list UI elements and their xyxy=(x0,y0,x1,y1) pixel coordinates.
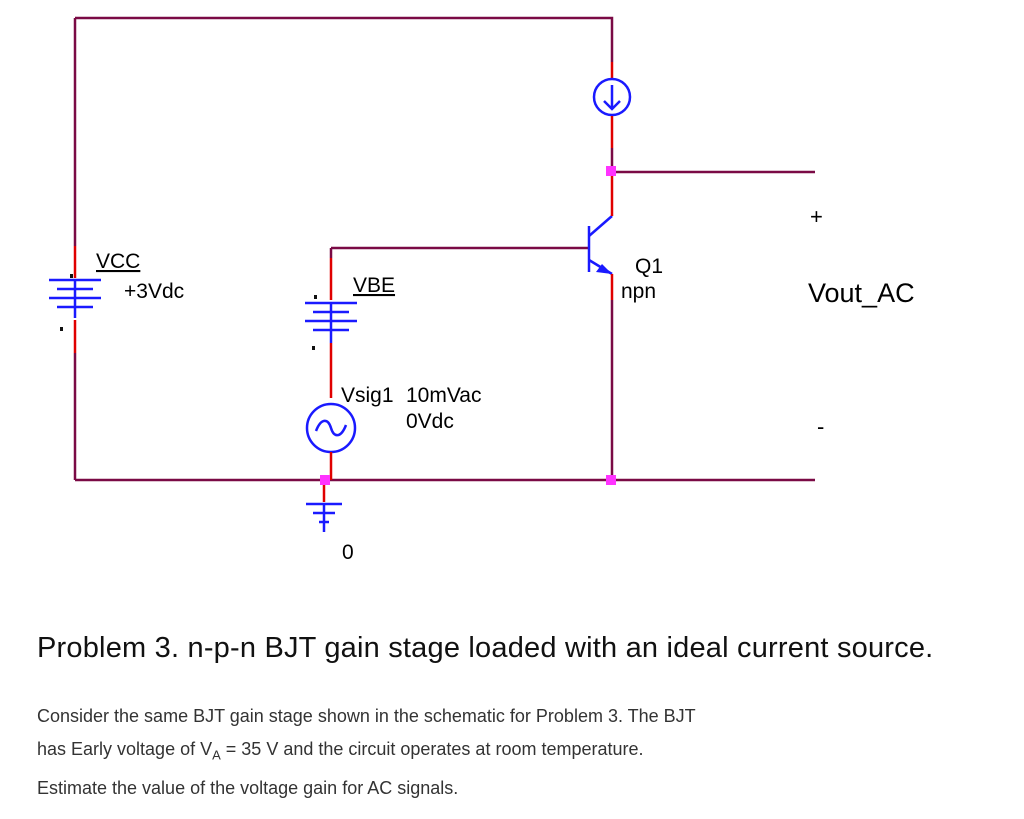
vcc-battery-symbol xyxy=(49,246,101,353)
q1-type-label: npn xyxy=(621,280,657,303)
ground-symbol xyxy=(306,480,342,532)
early-voltage-subscript: A xyxy=(212,747,221,763)
output-plus-label: + xyxy=(810,204,823,229)
vbe-name-label: VBE xyxy=(353,274,396,297)
problem-line-2 xyxy=(37,733,857,772)
current-source-symbol xyxy=(594,62,630,168)
problem-line-2-end: = 35 V and the circuit operates at room temperature. xyxy=(220,739,644,759)
problem-line-3: Estimate the value of the voltage gain for AC signals. xyxy=(37,777,459,798)
vsig-name-label: Vsig1 xyxy=(341,384,394,407)
problem-body xyxy=(37,700,857,805)
ground-label: 0 xyxy=(342,541,354,564)
top-wire xyxy=(75,18,612,62)
vsig-dc-label: 0Vdc xyxy=(406,410,454,433)
ac-signal-source-symbol xyxy=(307,404,355,480)
emitter-node-pin xyxy=(606,475,616,485)
problem-line-2-start: has Early voltage of V xyxy=(37,739,213,759)
output-minus-label: - xyxy=(817,414,825,439)
vbe-battery-symbol xyxy=(305,258,357,398)
vcc-name-label: VCC xyxy=(96,250,141,273)
output-name-label: Vout_AC xyxy=(808,278,915,308)
q1-name-label: Q1 xyxy=(635,255,664,278)
vsig-ac-label: 10mVac xyxy=(406,384,482,407)
problem-line-1: Consider the same BJT gain stage shown in the schematic for Problem 3. The BJT xyxy=(37,706,696,726)
collector-node-pin xyxy=(606,166,616,176)
npn-transistor-symbol xyxy=(588,172,612,300)
vcc-value-label: +3Vdc xyxy=(124,280,185,303)
problem-title: Problem 3. n-p-n BJT gain stage loaded with an ideal current source. xyxy=(37,632,934,664)
ground-node-pin xyxy=(320,475,330,485)
